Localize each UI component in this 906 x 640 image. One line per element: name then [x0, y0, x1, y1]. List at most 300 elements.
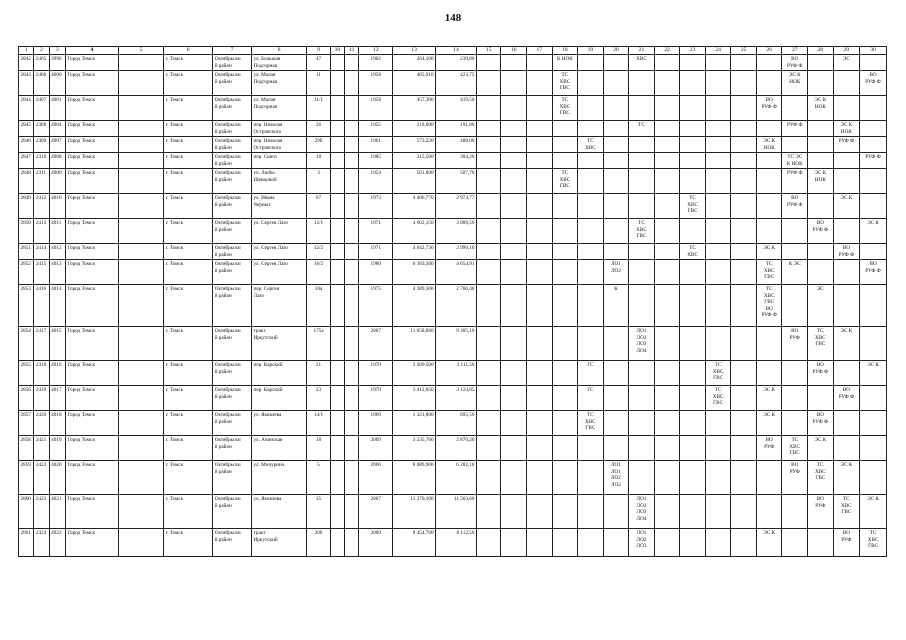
- table-cell: [705, 327, 731, 361]
- table-cell: [629, 153, 655, 169]
- cell-text: Подгорная: [253, 62, 278, 69]
- cell-text: ЭС К: [788, 72, 801, 78]
- table-cell: [252, 285, 307, 327]
- cell-text: Октябрьски: [214, 261, 241, 267]
- table-cell: [359, 361, 393, 386]
- cell-text: 465,910: [416, 72, 434, 78]
- table-cell: [833, 285, 860, 327]
- table-cell: [252, 71, 307, 96]
- table-cell: [782, 55, 808, 71]
- cell-text: ХВС: [841, 502, 852, 509]
- cell-text: 3 235,700: [412, 437, 434, 443]
- cell-text: тракт: [253, 530, 266, 536]
- table-row: [19, 137, 887, 153]
- cell-text: 2 870,20: [456, 437, 475, 443]
- table-cell: [119, 461, 164, 495]
- table-cell: [629, 285, 655, 327]
- table-cell: [552, 361, 578, 386]
- table-cell: [436, 361, 477, 386]
- table-cell: [330, 327, 344, 361]
- table-cell: [654, 244, 680, 260]
- table-cell: [252, 495, 307, 529]
- table-cell: [49, 386, 65, 411]
- cell-text: Город Томск: [67, 412, 95, 418]
- table-cell: [603, 260, 629, 285]
- table-cell: [680, 71, 706, 96]
- table-row: [19, 461, 887, 495]
- table-cell: [19, 529, 34, 557]
- table-cell: [527, 71, 553, 96]
- cell-text: РУФ: [815, 502, 826, 509]
- table-cell: [833, 96, 860, 121]
- column-header-9: 9: [307, 47, 331, 55]
- cell-text: Город Томск: [67, 97, 95, 103]
- table-cell: [436, 529, 477, 557]
- cell-text: й район: [214, 334, 232, 341]
- table-cell: [359, 244, 393, 260]
- table-cell: [527, 361, 553, 386]
- cell-text: ВО: [816, 362, 824, 368]
- cell-text: ЛО3: [636, 543, 647, 549]
- table-cell: [705, 260, 731, 285]
- cell-text: ЛО2: [611, 481, 621, 488]
- cell-text: ГВС: [815, 475, 826, 481]
- cell-text: 2850: [20, 220, 31, 226]
- table-cell: [782, 244, 808, 260]
- table-cell: [345, 55, 359, 71]
- table-cell: [359, 194, 393, 219]
- cell-text: г. Томск: [165, 154, 184, 160]
- table-cell: [66, 219, 119, 244]
- cell-text: Город Томск: [67, 462, 95, 468]
- cell-text: 1969: [370, 412, 381, 418]
- cell-text: 315,500: [416, 154, 434, 160]
- table-cell: [756, 71, 782, 96]
- table-cell: [359, 121, 393, 137]
- cell-text: ГВС: [713, 400, 724, 406]
- cell-text: 4018: [51, 412, 62, 418]
- cell-text: 8 089,900: [412, 462, 434, 468]
- cell-text: ЭС К: [814, 97, 827, 103]
- cell-text: 2408: [35, 122, 47, 128]
- cell-text: 264,100: [416, 56, 434, 62]
- table-cell: [808, 436, 834, 461]
- cell-text: й район: [214, 251, 232, 258]
- table-cell: [680, 137, 706, 153]
- table-cell: [393, 411, 436, 436]
- table-cell: [603, 55, 629, 71]
- table-cell: [359, 529, 393, 557]
- cell-text: 2007: [370, 328, 381, 334]
- column-header-23: 23: [680, 47, 706, 55]
- cell-text: 67: [315, 195, 322, 201]
- table-cell: [330, 361, 344, 386]
- table-cell: [552, 153, 578, 169]
- table-cell: [19, 495, 34, 529]
- cell-text: ХВС: [559, 78, 571, 85]
- cell-text: ВО: [842, 245, 850, 251]
- cell-text: 3: [317, 170, 320, 176]
- table-cell: [808, 461, 834, 495]
- table-cell: [34, 153, 49, 169]
- cell-text: пер. Карский: [253, 387, 283, 393]
- cell-text: Город Томск: [67, 387, 95, 393]
- table-cell: [603, 386, 629, 411]
- cell-text: 2412: [35, 195, 47, 201]
- cell-text: г. Томск: [165, 56, 184, 62]
- cell-text: 2407: [35, 97, 47, 103]
- table-cell: [833, 386, 860, 411]
- table-cell: [654, 153, 680, 169]
- table-cell: [49, 137, 65, 153]
- cell-text: 2845: [20, 122, 31, 128]
- table-cell: [552, 327, 578, 361]
- table-cell: [705, 436, 731, 461]
- table-cell: [359, 386, 393, 411]
- cell-text: 3 124,85: [456, 387, 475, 393]
- table-cell: [345, 461, 359, 495]
- table-cell: [164, 285, 213, 327]
- table-row: [19, 244, 887, 260]
- table-cell: [501, 194, 527, 219]
- table-cell: [164, 529, 213, 557]
- table-cell: [359, 495, 393, 529]
- cell-text: 4011: [51, 220, 62, 226]
- table-cell: [49, 55, 65, 71]
- cell-text: ГВС: [764, 274, 775, 280]
- table-cell: [66, 153, 119, 169]
- cell-text: ХВС: [814, 334, 826, 341]
- table-cell: [527, 529, 553, 557]
- table-cell: [34, 244, 49, 260]
- cell-text: пер. Николая: [253, 122, 283, 128]
- table-row: [19, 71, 887, 96]
- cell-text: 191,80: [460, 122, 475, 128]
- table-cell: [307, 260, 331, 285]
- column-header-13: 13: [393, 47, 436, 55]
- table-cell: [860, 55, 887, 71]
- cell-text: РУФ Ф: [865, 267, 881, 274]
- cell-text: 4022: [51, 530, 62, 536]
- table-cell: [213, 386, 252, 411]
- cell-text: 2421: [35, 437, 47, 443]
- table-cell: [213, 96, 252, 121]
- table-cell: [252, 327, 307, 361]
- table-cell: [782, 153, 808, 169]
- table-cell: [731, 194, 757, 219]
- cell-text: 1970: [370, 362, 381, 368]
- table-cell: [680, 495, 706, 529]
- cell-text: ТС: [791, 437, 799, 443]
- table-cell: [330, 55, 344, 71]
- cell-text: ТС: [869, 530, 877, 536]
- cell-text: Октябрьски: [214, 328, 241, 334]
- cell-text: Октябрьски: [214, 245, 241, 251]
- table-cell: [164, 153, 213, 169]
- table-cell: [603, 436, 629, 461]
- cell-text: ТС: [765, 261, 773, 267]
- table-cell: [393, 495, 436, 529]
- table-cell: [119, 529, 164, 557]
- table-cell: [345, 121, 359, 137]
- table-cell: [680, 461, 706, 495]
- table-cell: [164, 55, 213, 71]
- table-cell: [756, 169, 782, 194]
- table-cell: [252, 436, 307, 461]
- cell-text: ЛО2: [636, 502, 647, 509]
- column-header-2: 2: [34, 47, 49, 55]
- table-cell: [436, 96, 477, 121]
- table-cell: [330, 194, 344, 219]
- table-cell: [436, 121, 477, 137]
- cell-text: ГВС: [559, 183, 570, 189]
- table-cell: [164, 495, 213, 529]
- table-cell: [603, 153, 629, 169]
- cell-text: 3996: [51, 56, 62, 62]
- table-cell: [705, 461, 731, 495]
- table-cell: [808, 219, 834, 244]
- column-header-18: 18: [552, 47, 578, 55]
- cell-text: НОК: [763, 144, 775, 151]
- column-header-28: 28: [808, 47, 834, 55]
- cell-text: ул. Мичурина: [253, 462, 285, 468]
- table-cell: [860, 244, 887, 260]
- table-cell: [731, 411, 757, 436]
- table-cell: [833, 436, 860, 461]
- table-cell: [164, 361, 213, 386]
- column-header-7: 7: [213, 47, 252, 55]
- table-cell: [705, 121, 731, 137]
- table-cell: [705, 529, 731, 557]
- cell-text: ул. Сергея Лазо: [253, 220, 288, 226]
- cell-text: й район: [214, 144, 232, 151]
- table-cell: [629, 137, 655, 153]
- table-cell: [34, 361, 49, 386]
- table-cell: [680, 219, 706, 244]
- cell-text: г. Томск: [165, 261, 184, 267]
- cell-text: РУФ Ф: [838, 138, 855, 144]
- column-header-15: 15: [476, 47, 501, 55]
- table-cell: [629, 244, 655, 260]
- cell-text: ГВС: [687, 208, 698, 214]
- cell-text: ВО: [869, 72, 877, 78]
- table-cell: [359, 137, 393, 153]
- cell-text: 4 389,300: [412, 286, 434, 292]
- column-header-11: 11: [345, 47, 359, 55]
- column-header-26: 26: [756, 47, 782, 55]
- cell-text: ТС: [689, 245, 696, 251]
- cell-text: НОК: [814, 176, 826, 183]
- cell-text: тракт: [253, 328, 266, 334]
- table-cell: [330, 153, 344, 169]
- table-cell: [552, 169, 578, 194]
- table-cell: [654, 194, 680, 219]
- table-cell: [552, 219, 578, 244]
- table-cell: [654, 169, 680, 194]
- cell-text: ТС: [587, 138, 594, 144]
- table-row: [19, 529, 887, 557]
- table-cell: [393, 461, 436, 495]
- cell-text: 2847: [20, 154, 31, 160]
- table-cell: [552, 495, 578, 529]
- table-cell: [436, 386, 477, 411]
- table-cell: [436, 260, 477, 285]
- table-cell: [330, 285, 344, 327]
- cell-text: ул. Любы: [253, 170, 275, 176]
- cell-text: 2 974,77: [456, 195, 475, 201]
- cell-text: Черных: [253, 201, 271, 208]
- table-cell: [436, 436, 477, 461]
- table-cell: [436, 194, 477, 219]
- table-cell: [252, 194, 307, 219]
- table-cell: [629, 96, 655, 121]
- table-cell: [808, 327, 834, 361]
- table-cell: [49, 244, 65, 260]
- cell-text: Октябрьски: [214, 122, 241, 128]
- table-cell: [731, 219, 757, 244]
- column-header-4: 4: [66, 47, 119, 55]
- table-cell: [756, 386, 782, 411]
- table-cell: [501, 529, 527, 557]
- cell-text: Октябрьски: [214, 286, 241, 292]
- table-cell: [782, 194, 808, 219]
- table-cell: [860, 495, 887, 529]
- table-cell: [476, 55, 501, 71]
- table-cell: [680, 55, 706, 71]
- table-cell: [66, 244, 119, 260]
- cell-text: 1958: [370, 72, 381, 78]
- table-cell: [731, 121, 757, 137]
- table-cell: [307, 461, 331, 495]
- cell-text: 4019: [51, 437, 62, 443]
- cell-text: ГВС: [585, 425, 596, 431]
- table-cell: [731, 169, 757, 194]
- table-cell: [345, 327, 359, 361]
- cell-text: 1975: [370, 286, 381, 292]
- table-cell: [629, 529, 655, 557]
- cell-text: ХВС: [559, 176, 571, 183]
- table-cell: [49, 96, 65, 121]
- table-cell: [34, 169, 49, 194]
- table-cell: [705, 386, 731, 411]
- cell-text: ВО: [765, 97, 773, 103]
- table-cell: [66, 260, 119, 285]
- table-cell: [49, 219, 65, 244]
- cell-text: Октябрьски: [214, 387, 241, 393]
- table-cell: [527, 327, 553, 361]
- table-cell: [578, 327, 604, 361]
- cell-text: Подгорная: [253, 103, 278, 110]
- cell-text: ЭС: [816, 286, 824, 292]
- cell-text: Островского: [253, 128, 282, 135]
- column-header-20: 20: [603, 47, 629, 55]
- table-cell: [476, 96, 501, 121]
- table-cell: [307, 219, 331, 244]
- cell-text: ВО: [791, 462, 799, 468]
- table-cell: [393, 121, 436, 137]
- cell-text: ЛО1: [636, 328, 647, 334]
- table-cell: [782, 461, 808, 495]
- table-cell: [833, 71, 860, 96]
- table-cell: [680, 194, 706, 219]
- table-cell: [119, 121, 164, 137]
- table-cell: [603, 137, 629, 153]
- table-cell: [756, 529, 782, 557]
- table-cell: [808, 386, 834, 411]
- table-cell: [252, 529, 307, 557]
- table-cell: [330, 529, 344, 557]
- table-cell: [330, 386, 344, 411]
- cell-text: 1973: [370, 195, 381, 201]
- cell-text: ЛО1: [636, 530, 647, 536]
- cell-text: ЛО4: [636, 347, 647, 354]
- cell-text: ХВС: [789, 443, 801, 450]
- table-cell: [164, 244, 213, 260]
- table-cell: [860, 121, 887, 137]
- cell-text: 2409: [35, 138, 47, 144]
- cell-text: ТС: [561, 170, 569, 176]
- cell-text: Октябрьски: [214, 462, 241, 468]
- table-cell: [527, 194, 553, 219]
- table-cell: [833, 529, 860, 557]
- table-cell: [527, 244, 553, 260]
- table-cell: [393, 137, 436, 153]
- table-cell: [603, 219, 629, 244]
- table-cell: [629, 121, 655, 137]
- table-cell: [527, 169, 553, 194]
- table-cell: [393, 361, 436, 386]
- table-cell: [501, 461, 527, 495]
- table-cell: [680, 386, 706, 411]
- table-cell: [330, 260, 344, 285]
- cell-text: ГВС: [559, 110, 570, 116]
- cell-text: ул. Сергея Лазо: [253, 261, 288, 267]
- table-cell: [527, 411, 553, 436]
- table-cell: [213, 169, 252, 194]
- table-cell: [252, 55, 307, 71]
- table-cell: [213, 461, 252, 495]
- table-cell: [860, 411, 887, 436]
- cell-text: 4016: [51, 362, 62, 368]
- table-cell: [66, 529, 119, 557]
- table-cell: [34, 411, 49, 436]
- table-cell: [756, 137, 782, 153]
- cell-text: ТС: [689, 195, 696, 201]
- table-cell: [552, 436, 578, 461]
- table-cell: [119, 153, 164, 169]
- cell-text: 8 112,50: [456, 530, 475, 536]
- cell-text: ТС: [587, 412, 594, 418]
- cell-text: й район: [214, 267, 232, 274]
- table-cell: [119, 55, 164, 71]
- table-cell: [654, 529, 680, 557]
- table-cell: [119, 71, 164, 96]
- cell-text: 2851: [20, 245, 31, 251]
- cell-text: РУФ Ф: [812, 418, 829, 425]
- table-row: [19, 55, 887, 71]
- table-cell: [552, 194, 578, 219]
- cell-text: 507,70: [460, 170, 475, 176]
- cell-text: ЭС К: [763, 245, 776, 251]
- table-cell: [19, 55, 34, 71]
- table-row: [19, 386, 887, 411]
- cell-text: г. Томск: [165, 412, 184, 418]
- table-cell: [629, 361, 655, 386]
- cell-text: 4014: [51, 286, 62, 292]
- cell-text: ТС: [843, 496, 850, 502]
- cell-text: Город Томск: [67, 122, 95, 128]
- cell-text: 6 183,300: [412, 261, 434, 267]
